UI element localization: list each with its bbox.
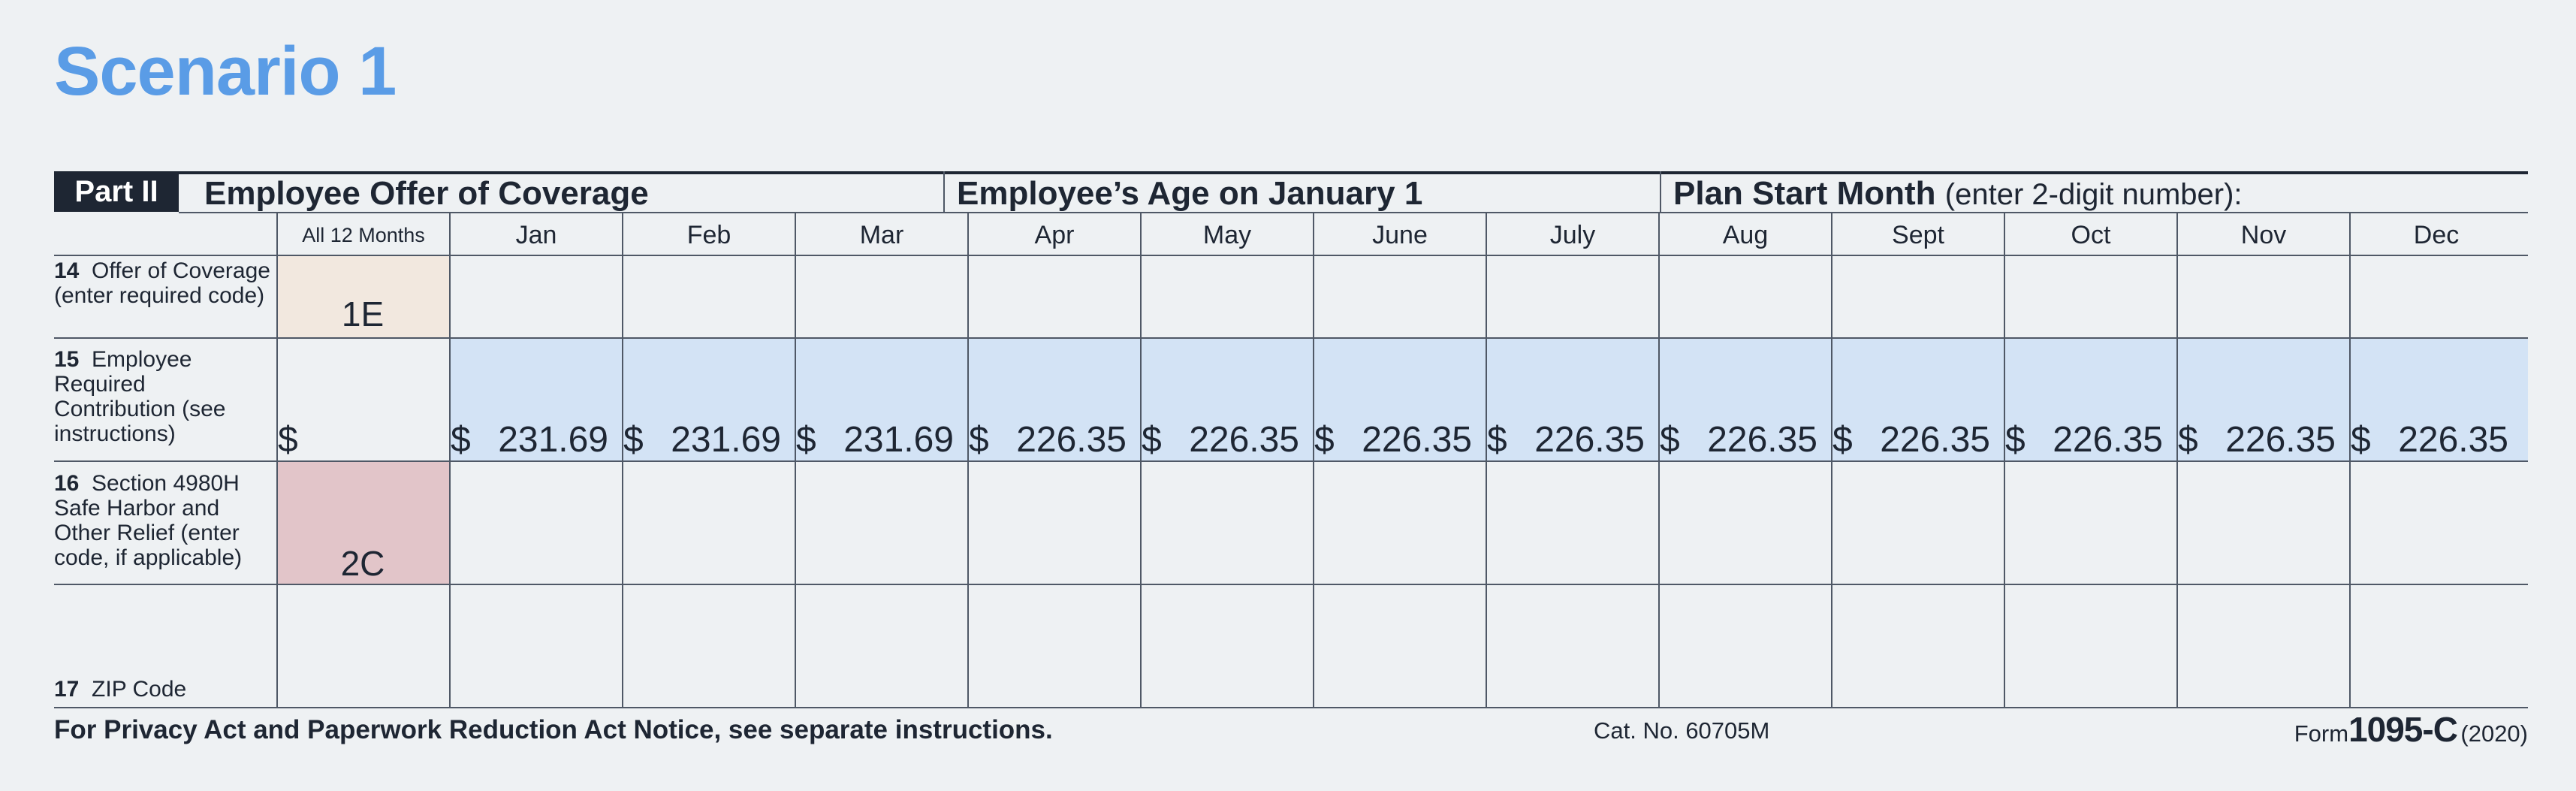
- line15-mar-dollar: $: [796, 420, 816, 460]
- line17-number: 17: [54, 677, 80, 702]
- col-header-june: June: [1372, 220, 1428, 249]
- col-header-jan: Jan: [515, 220, 557, 249]
- catalog-number: Cat. No. 60705M: [1594, 717, 1770, 744]
- line16-text: Section 4980H Safe Harbor and Other Relief (enter code, if applicable): [54, 471, 243, 570]
- line16-all12-value[interactable]: 2C: [340, 544, 385, 583]
- line14-bottom-rule: [54, 337, 2528, 339]
- age-label: Employee’s Age on January 1: [957, 175, 1423, 212]
- line15-number: 15: [54, 347, 80, 372]
- line15-may-amount[interactable]: 226.35: [1189, 420, 1299, 460]
- line15-sept-amount[interactable]: 226.35: [1880, 420, 1990, 460]
- line15-jan-amount[interactable]: 231.69: [498, 420, 608, 460]
- line16-label: [54, 471, 264, 570]
- form-year: (2020): [2460, 720, 2528, 747]
- line15-apr-dollar: $: [969, 420, 989, 460]
- form-identifier: [2294, 709, 2528, 750]
- col-header-july: July: [1549, 220, 1596, 249]
- col-header-nov: Nov: [2240, 220, 2287, 249]
- line15-june-dollar: $: [1314, 420, 1335, 460]
- line15-july-dollar: $: [1487, 420, 1507, 460]
- form-1095c-part2: [54, 171, 2528, 708]
- line17-text: ZIP Code: [92, 677, 187, 702]
- line15-oct-dollar: $: [2005, 420, 2026, 460]
- line17-bottom-rule: [54, 707, 2528, 708]
- line17-label: [54, 677, 272, 702]
- line15-jan-dollar: $: [451, 420, 471, 460]
- line14-all12-value[interactable]: 1E: [341, 294, 385, 334]
- line15-june-amount[interactable]: 226.35: [1362, 420, 1472, 460]
- form-word: Form: [2294, 720, 2349, 747]
- part-badge: Part II: [54, 171, 179, 212]
- line15-label: [54, 347, 272, 446]
- line15-nov-dollar: $: [2178, 420, 2198, 460]
- line15-apr-amount[interactable]: 226.35: [1016, 420, 1127, 460]
- plan-start-title: Plan Start Month: [1673, 175, 1936, 212]
- col-header-aug: Aug: [1722, 220, 1769, 249]
- form-number: 1095-C: [2348, 710, 2457, 749]
- col-header-dec: Dec: [2413, 220, 2460, 249]
- part-title: Employee Offer of Coverage: [204, 175, 649, 212]
- line15-sept-dollar: $: [1832, 420, 1853, 460]
- plan-divider: [1660, 171, 1661, 213]
- col-header-apr: Apr: [1034, 220, 1075, 249]
- line15-feb-dollar: $: [623, 420, 644, 460]
- col-header-may: May: [1202, 220, 1252, 249]
- line15-may-dollar: $: [1142, 420, 1162, 460]
- scenario-title: Scenario 1: [54, 33, 397, 110]
- age-divider: [943, 171, 945, 213]
- line15-feb-amount[interactable]: 231.69: [671, 420, 781, 460]
- col-header-mar: Mar: [859, 220, 904, 249]
- col-header-all12: All 12 Months: [302, 223, 425, 246]
- plan-start-label: [1673, 174, 2243, 215]
- line15-dec-dollar: $: [2351, 420, 2371, 460]
- col-header-oct: Oct: [2071, 220, 2111, 249]
- privacy-notice: For Privacy Act and Paperwork Reduction Act Notice, see separate instructions.: [54, 715, 1053, 744]
- plan-start-hint: (enter 2-digit number):: [1944, 178, 2243, 211]
- col-header-feb: Feb: [686, 220, 731, 249]
- line15-dec-amount[interactable]: 226.35: [2398, 420, 2508, 460]
- line15-aug-amount[interactable]: 226.35: [1707, 420, 1817, 460]
- line14-label: [54, 258, 272, 308]
- line14-text: Offer of Coverage (enter required code): [54, 258, 270, 308]
- line16-number: 16: [54, 471, 80, 496]
- col-header-sept: Sept: [1892, 220, 1944, 249]
- line15-aug-dollar: $: [1660, 420, 1680, 460]
- line15-oct-amount[interactable]: 226.35: [2053, 420, 2163, 460]
- line15-mar-amount[interactable]: 231.69: [843, 420, 954, 460]
- line15-all12-dollar: $: [278, 420, 298, 460]
- line15-text: Employee Required Contribution (see instructions): [54, 347, 226, 446]
- line16-bottom-rule: [54, 584, 2528, 585]
- line15-nov-amount[interactable]: 226.35: [2225, 420, 2336, 460]
- line14-number: 14: [54, 258, 80, 283]
- line15-july-amount[interactable]: 226.35: [1534, 420, 1645, 460]
